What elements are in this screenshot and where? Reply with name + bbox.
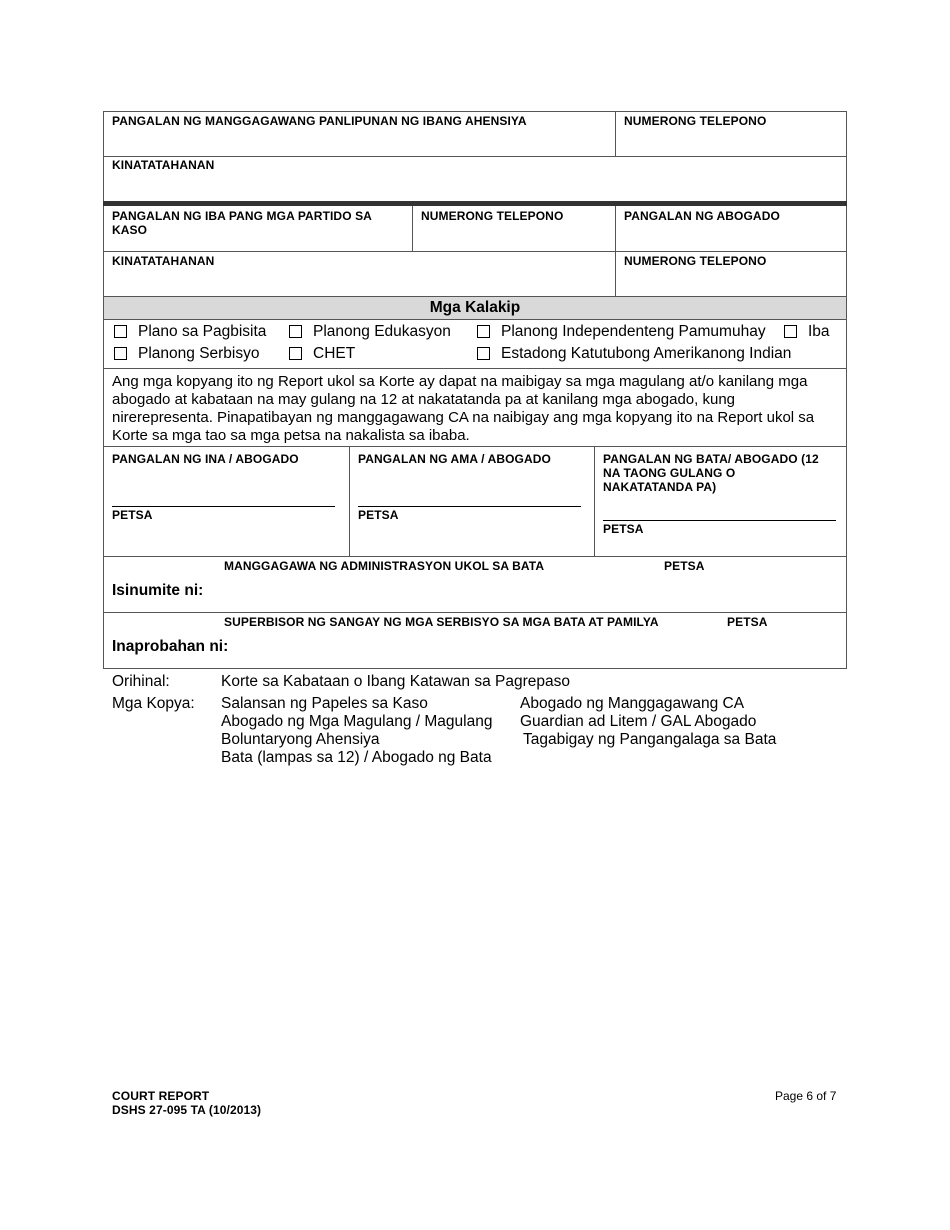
approved-title: SUPERBISOR NG SANGAY NG MGA SERBISYO SA MGA BATA AT PAMILYA — [224, 615, 659, 629]
checkbox-label: Iba — [808, 323, 830, 340]
mother-signature-line[interactable] — [112, 506, 335, 507]
other-party-name-label: PANGALAN NG IBA PANG MGA PARTIDO SA KASO — [112, 209, 372, 237]
checkbox-label: Planong Independenteng Pamumuhay — [501, 323, 766, 340]
phone-label-3: NUMERONG TELEPONO — [624, 254, 767, 268]
section-separator — [103, 201, 847, 206]
checkbox-chet[interactable] — [289, 347, 302, 360]
date-label-mother: PETSA — [112, 508, 153, 522]
divider — [103, 319, 847, 320]
copy-recipient: Tagabigay ng Pangangalaga sa Bata — [523, 731, 777, 748]
checkbox-visit-plan[interactable] — [114, 325, 127, 338]
father-attorney-label: PANGALAN NG AMA / ABOGADO — [358, 452, 551, 466]
agency-worker-name-label: PANGALAN NG MANGGAGAWANG PANLIPUNAN NG IBANG AHENSIYA — [112, 114, 527, 128]
divider — [349, 446, 350, 557]
mother-attorney-label: PANGALAN NG INA / ABOGADO — [112, 452, 299, 466]
attorney-name-label: PANGALAN NG ABOGADO — [624, 209, 780, 223]
copies-label: Mga Kopya: — [112, 695, 195, 712]
checkbox-service-plan[interactable] — [114, 347, 127, 360]
checkbox-independent-living-plan[interactable] — [477, 325, 490, 338]
copy-recipient: Abogado ng Manggagawang CA — [520, 695, 745, 712]
checkbox-native-american-status[interactable] — [477, 347, 490, 360]
submitted-title: MANGGAGAWA NG ADMINISTRASYON UKOL SA BATA — [224, 559, 545, 573]
divider — [103, 368, 847, 369]
checkbox-label: Planong Serbisyo — [138, 345, 260, 362]
attachments-header: Mga Kalakip — [429, 299, 521, 316]
father-signature-line[interactable] — [358, 506, 581, 507]
divider — [103, 251, 847, 252]
notice-paragraph: Ang mga kopyang ito ng Report ukol sa Korte ay dapat na maibigay sa mga magulang at/o kanilang mga abogado at kabataan na may gulang na 12 at nakatatanda pa at kanilang mga abogado, kung nirerepresenta. Pinapatibayan ng manggagawang CA na naibigay ang mga kopyang ito na Report ukol sa Korte sa mga tao sa mga petsa na nakalista sa ibaba. — [112, 373, 815, 444]
copy-recipient: Bata (lampas sa 12) / Abogado ng Bata — [221, 749, 492, 766]
copy-recipient: Abogado ng Mga Magulang / Magulang — [221, 713, 493, 730]
footer-form-number: DSHS 27-095 TA (10/2013) — [112, 1103, 262, 1117]
divider — [103, 446, 847, 447]
checkbox-label: CHET — [313, 345, 356, 362]
divider — [615, 111, 616, 157]
date-label-child: PETSA — [603, 522, 644, 536]
phone-label-2: NUMERONG TELEPONO — [421, 209, 564, 223]
divider — [103, 612, 847, 613]
divider — [103, 156, 847, 157]
approved-by-label: Inaprobahan ni: — [112, 638, 229, 655]
original-label: Orihinal: — [112, 673, 170, 690]
child-attorney-label: PANGALAN NG BATA/ ABOGADO (12 NA TAONG GULANG O NAKATATANDA PA) — [603, 452, 819, 494]
submitted-date-label: PETSA — [664, 559, 705, 573]
copy-recipient: Guardian ad Litem / GAL Abogado — [520, 713, 757, 730]
divider — [594, 446, 595, 557]
page-number: Page 6 of 7 — [775, 1089, 837, 1103]
copy-recipient: Salansan ng Papeles sa Kaso — [221, 695, 428, 712]
submitted-by-label: Isinumite ni: — [112, 582, 204, 599]
checkbox-other[interactable] — [784, 325, 797, 338]
original-value: Korte sa Kabataan o Ibang Katawan sa Pagrepaso — [221, 673, 570, 690]
checkbox-label: Plano sa Pagbisita — [138, 323, 267, 340]
checkbox-label: Planong Edukasyon — [313, 323, 451, 340]
child-signature-line[interactable] — [603, 520, 836, 521]
address-label-2: KINATATAHANAN — [112, 254, 215, 268]
copy-recipient: Boluntaryong Ahensiya — [221, 731, 380, 748]
approved-date-label: PETSA — [727, 615, 768, 629]
phone-label-1: NUMERONG TELEPONO — [624, 114, 767, 128]
address-label-1: KINATATAHANAN — [112, 158, 215, 172]
checkbox-label: Estadong Katutubong Amerikanong Indian — [501, 345, 792, 362]
footer-title: COURT REPORT — [112, 1089, 210, 1103]
divider — [412, 206, 413, 252]
date-label-father: PETSA — [358, 508, 399, 522]
checkbox-education-plan[interactable] — [289, 325, 302, 338]
divider — [103, 556, 847, 557]
